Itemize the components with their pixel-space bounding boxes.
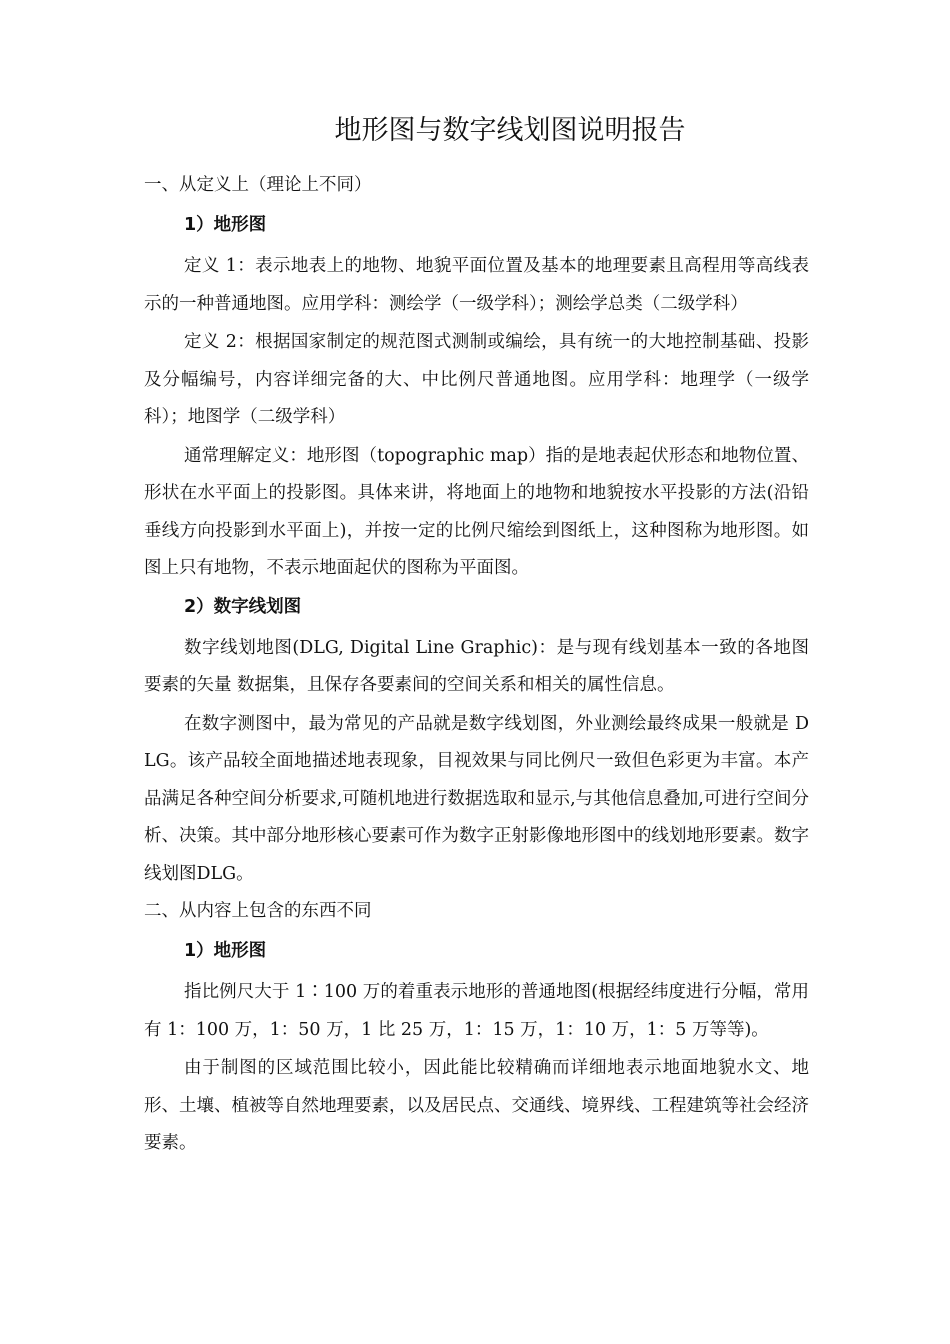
- subheading-topographic-map: 1）地形图: [184, 215, 267, 235]
- paragraph-scale: 指比例尺大于 1∶100 万的着重表示地形的普通地图(根据经纬度进行分幅，常用有 1：100 万，1：50 万，1 比 25 万，1：15 万，1：10 万，1：5 万等等)。: [144, 982, 809, 1040]
- section-heading-content: 二、从内容上包含的东西不同: [144, 901, 372, 921]
- paragraph-dlg-definition: 数字线划地图(DLG, Digital Line Graphic)：是与现有线划基本一致的各地图要素的矢量 数据集，且保存各要素间的空间关系和相关的属性信息。: [144, 637, 809, 695]
- subheading-digital-line-graphic: 2）数字线划图: [184, 596, 302, 617]
- paragraph-definition-2: 定义 2：根据国家制定的规范图式测制或编绘，具有统一的大地控制基础、投影及分幅编号，内容详细完备的大、中比例尺普通地图。应用学科：地理学（一级学科）；地图学（二级学科）: [144, 332, 809, 427]
- paragraph-dlg-application: 在数字测图中，最为常见的产品就是数字线划图，外业测绘最终成果一般就是 DLG。该产品较全面地描述地表现象，目视效果与同比例尺一致但色彩更为丰富。本产品满足各种空间分析要求,可随机地进行数据选取和显示,与其他信息叠加,可进行空间分析、决策。其中部分地形核心要素可作为数字正射影像地形图中的线划地形要素。数字线划图DLG。: [144, 713, 809, 884]
- page-title: 地形图与数字线划图说明报告: [334, 115, 686, 146]
- section-heading-definition: 一、从定义上（理论上不同）: [144, 175, 372, 195]
- paragraph-common-definition: 通常理解定义：地形图（topographic map）指的是地表起伏形态和地物位置、形状在水平面上的投影图。具体来讲，将地面上的地物和地貌按水平投影的方法(沿铅垂线方向投影到水平面上)，并按一定的比例尺缩绘到图纸上，这种图称为地形图。如图上只有地物，不表示地面起伏的图称为平面图。: [144, 445, 809, 578]
- paragraph-definition-1: 定义 1：表示地表上的地物、地貌平面位置及基本的地理要素且高程用等高线表示的一种普通地图。应用学科：测绘学（一级学科）；测绘学总类（二级学科）: [144, 256, 809, 314]
- document-body: [144, 168, 809, 1164]
- paragraph-elements: 由于制图的区域范围比较小，因此能比较精确而详细地表示地面地貌水文、地形、土壤、植被等自然地理要素，以及居民点、交通线、境界线、工程建筑等社会经济要素。: [144, 1058, 809, 1153]
- subheading-topographic-map-content: 1）地形图: [184, 941, 267, 961]
